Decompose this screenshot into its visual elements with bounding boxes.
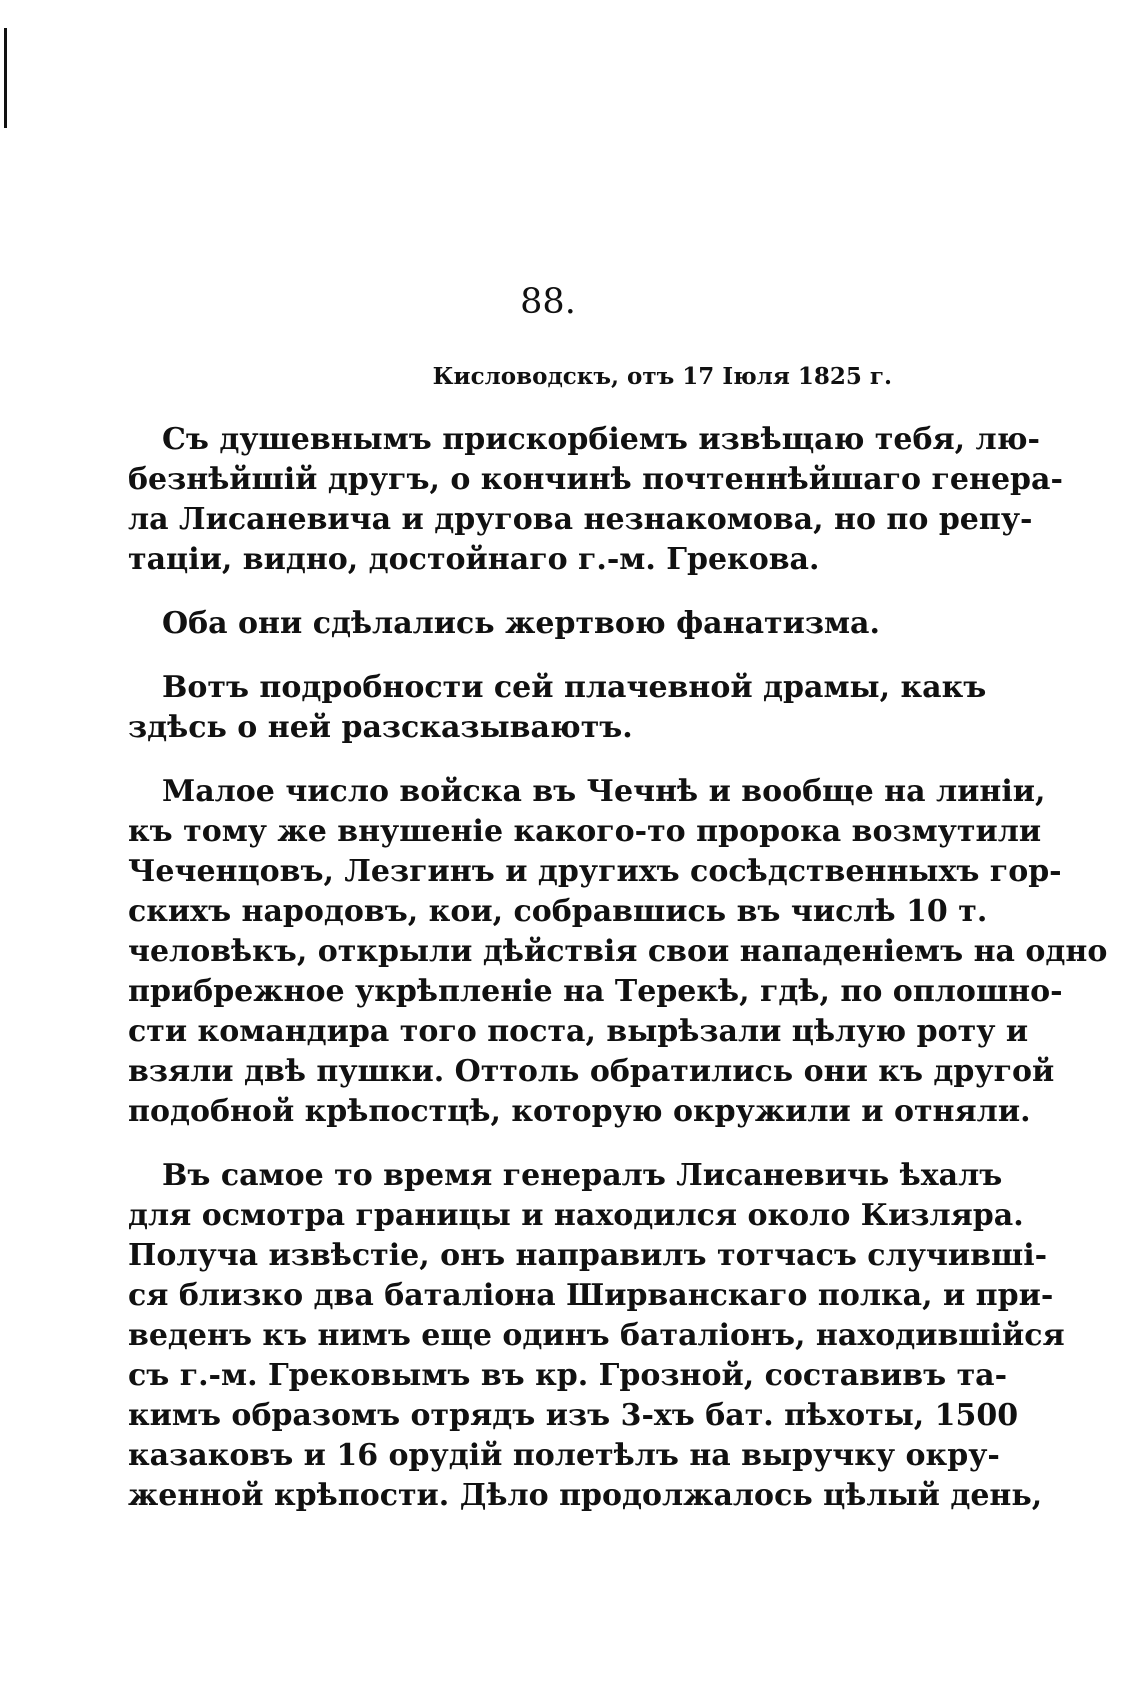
text-line: безнѣйшій другъ, о кончинѣ почтеннѣйшаго генера-: [128, 462, 1063, 497]
scan-edge-mark: [4, 28, 7, 128]
paragraph: [128, 420, 1063, 580]
letter-dateline: Кисловодскъ, отъ 17 Іюля 1825 г.: [432, 363, 892, 390]
text-line: къ тому же внушеніе какого-то пророка возмутили: [128, 814, 1042, 849]
text-line: здѣсь о ней разсказываютъ.: [128, 710, 633, 745]
paragraph: [128, 604, 968, 644]
paragraph: [128, 772, 1108, 1132]
text-line: Малое число войска въ Чечнѣ и вообще на линіи,: [162, 774, 1046, 809]
paragraph: [128, 1156, 1065, 1516]
text-line: сти командира того поста, вырѣзали цѣлую роту и: [128, 1014, 1029, 1049]
text-line: Въ самое то время генералъ Лисаневичь ѣхалъ: [162, 1158, 1003, 1193]
text-line: съ г.-м. Грековымъ въ кр. Грозной, составивъ та-: [128, 1358, 1008, 1393]
text-line: женной крѣпости. Дѣло продолжалось цѣлый день,: [128, 1478, 1043, 1513]
text-line: ла Лисаневича и другова незнакомова, но по репу-: [128, 502, 1033, 537]
page-number: 88.: [520, 282, 576, 322]
text-line: казаковъ и 16 орудій полетѣлъ на выручку окру-: [128, 1438, 1000, 1473]
text-line: скихъ народовъ, кои, собравшись въ числѣ 10 т.: [128, 894, 988, 929]
text-line: подобной крѣпостцѣ, которую окружили и отняли.: [128, 1094, 1031, 1129]
letter-body: [128, 420, 1108, 1540]
text-line: Вотъ подробности сей плачевной драмы, какъ: [162, 670, 987, 705]
text-line: Чеченцовъ, Лезгинъ и другихъ сосѣдственныхъ гор-: [128, 854, 1062, 889]
text-line: ся близко два баталіона Ширванскаго полка, и при-: [128, 1278, 1054, 1313]
text-line: веденъ къ нимъ еще одинъ баталіонъ, находившійся: [128, 1318, 1065, 1353]
text-line: прибрежное укрѣпленіе на Терекѣ, гдѣ, по оплошно-: [128, 974, 1063, 1009]
text-line: кимъ образомъ отрядъ изъ 3-хъ бат. пѣхоты, 1500: [128, 1398, 1019, 1433]
text-line: взяли двѣ пушки. Оттоль обратились они къ другой: [128, 1054, 1055, 1089]
text-line: для осмотра границы и находился около Кизляра.: [128, 1198, 1024, 1233]
text-line: Съ душевнымъ прискорбіемъ извѣщаю тебя, лю-: [162, 422, 1040, 457]
text-line: человѣкъ, открыли дѣйствія свои нападеніемъ на одно: [128, 934, 1108, 969]
paragraph: [128, 668, 987, 748]
book-page: [128, 0, 1108, 1705]
text-line: Оба они сдѣлались жертвою фанатизма.: [162, 606, 880, 641]
text-line: Получа извѣстіе, онъ направилъ тотчасъ случивші-: [128, 1238, 1048, 1273]
text-line: таціи, видно, достойнаго г.-м. Грекова.: [128, 542, 820, 577]
